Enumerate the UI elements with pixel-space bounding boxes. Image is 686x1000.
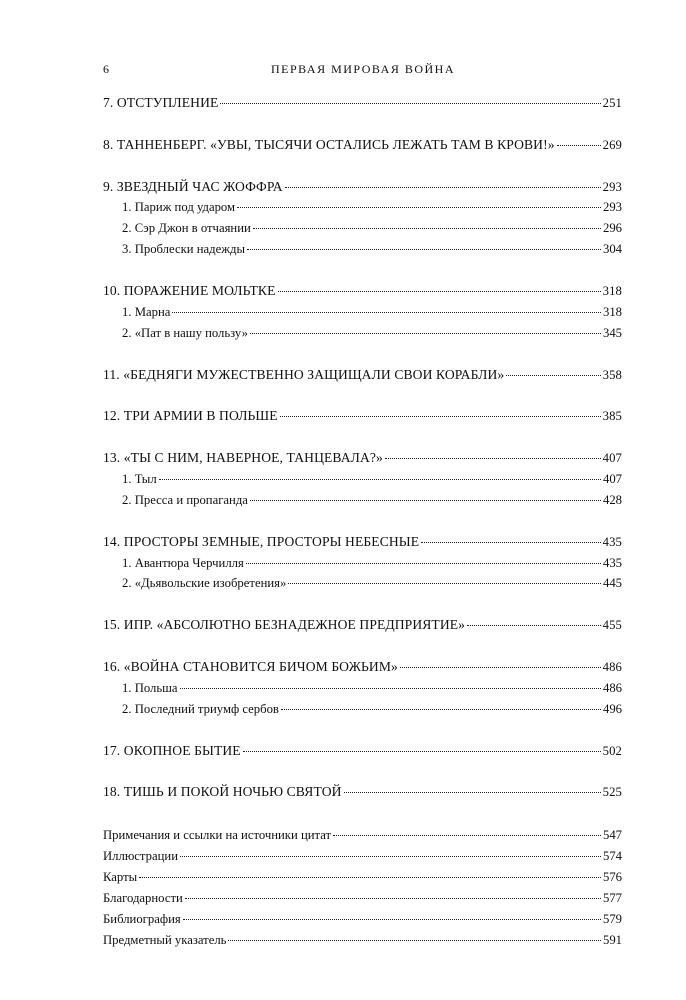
dot-leader: [250, 333, 601, 334]
section-page-number: 486: [602, 680, 622, 695]
chapter-title: 18. ТИШЬ И ПОКОЙ НОЧЬЮ СВЯТОЙ: [103, 784, 342, 800]
back-matter-entry: [103, 930, 622, 951]
chapter-page-number: 251: [602, 96, 622, 110]
dot-leader: [557, 145, 601, 146]
chapter-title: 17. ОКОПНОЕ БЫТИЕ: [103, 742, 241, 758]
section-page-number: 318: [602, 304, 622, 319]
section-page-number: 435: [602, 555, 622, 570]
section-title: 2. Последний триумф сербов: [122, 701, 279, 716]
section-page-number: 345: [602, 325, 622, 340]
back-matter-page-number: 576: [602, 870, 622, 885]
section-page-number: 304: [602, 242, 622, 257]
section-entry: [103, 490, 622, 511]
section-entry: [103, 573, 622, 594]
dot-leader: [280, 416, 601, 417]
section-title: 3. Проблески надежды: [122, 242, 245, 257]
chapter-entry: [103, 365, 622, 386]
chapter-page-number: 385: [602, 409, 622, 424]
chapter-page-number: 318: [602, 284, 622, 299]
section-entry: [103, 218, 622, 239]
chapter-page-number: 293: [602, 179, 622, 194]
chapter-page-number: 502: [602, 743, 622, 758]
chapter-entry: [103, 741, 622, 762]
chapter-entry: [103, 281, 622, 302]
back-matter-page-number: 547: [602, 828, 622, 843]
chapter-entry: [103, 532, 622, 553]
back-matter-entry: [103, 846, 622, 867]
chapter-entry: [103, 657, 622, 678]
dot-leader: [243, 751, 601, 752]
section-entry: [103, 678, 622, 699]
dot-leader: [237, 207, 601, 208]
section-page-number: 445: [602, 576, 622, 591]
back-matter-entry: [103, 825, 622, 846]
back-matter-title: Примечания и ссылки на источники цитат: [103, 828, 332, 843]
back-matter-title: Благодарности: [103, 890, 183, 905]
back-matter-entry: [103, 909, 622, 930]
dot-leader: [180, 856, 601, 857]
dot-leader: [288, 583, 601, 584]
section-title: 1. Тыл: [122, 472, 157, 487]
section-title: 2. «Пат в нашу пользу»: [122, 325, 248, 340]
page-header: [103, 62, 623, 82]
dot-leader: [278, 291, 601, 292]
table-of-contents: [103, 93, 622, 951]
section-page-number: 428: [602, 492, 622, 507]
chapter-title: 12. ТРИ АРМИИ В ПОЛЬШЕ: [103, 408, 278, 424]
back-matter-entry: [103, 888, 622, 909]
section-title: 2. «Дьявольские изобретения»: [122, 576, 287, 591]
back-matter-title: Библиография: [103, 911, 181, 926]
dot-leader: [385, 458, 601, 459]
back-matter-page-number: 577: [602, 890, 622, 905]
chapter-entry: [103, 93, 622, 114]
chapter-entry: [103, 448, 622, 469]
dot-leader: [250, 500, 601, 501]
dot-leader: [421, 542, 601, 543]
chapter-title: 16. «ВОЙНА СТАНОВИТСЯ БИЧОМ БОЖЬИМ»: [103, 659, 398, 675]
section-title: 1. Марна: [122, 304, 171, 319]
dot-leader: [220, 103, 600, 104]
chapter-page-number: 525: [602, 785, 622, 800]
chapter-page-number: 358: [602, 367, 622, 382]
chapter-entry: [103, 135, 622, 156]
dot-leader: [467, 625, 601, 626]
section-page-number: 296: [602, 221, 622, 236]
back-matter-page-number: 591: [602, 932, 622, 947]
dot-leader: [159, 479, 601, 480]
chapter-title: 15. ИПР. «АБСОЛЮТНО БЕЗНАДЕЖНОЕ ПРЕДПРИЯТИЕ»: [103, 617, 466, 633]
chapter-page-number: 435: [602, 534, 622, 549]
back-matter-page-number: 574: [602, 849, 622, 864]
chapter-entry: [103, 615, 622, 636]
section-entry: [103, 302, 622, 323]
dot-leader: [185, 898, 601, 899]
section-entry: [103, 699, 622, 720]
chapter-title: 10. ПОРАЖЕНИЕ МОЛЬТКЕ: [103, 283, 276, 299]
back-matter-title: Карты: [103, 870, 138, 885]
page-number: 6: [103, 62, 109, 76]
chapter-page-number: 455: [602, 618, 622, 633]
chapter-title: 13. «ТЫ С НИМ, НАВЕРНОЕ, ТАНЦЕВАЛА?»: [103, 450, 383, 466]
chapter-title: 7. ОТСТУПЛЕНИЕ: [103, 95, 219, 110]
dot-leader: [400, 667, 601, 668]
section-entry: [103, 239, 622, 260]
back-matter-entry: [103, 867, 622, 888]
chapter-page-number: 407: [602, 451, 622, 466]
dot-leader: [247, 249, 601, 250]
section-page-number: 407: [602, 472, 622, 487]
dot-leader: [172, 312, 601, 313]
section-title: 2. Сэр Джон в отчаянии: [122, 221, 251, 236]
running-title: ПЕРВАЯ МИРОВАЯ ВОЙНА: [271, 62, 455, 76]
dot-leader: [180, 688, 601, 689]
dot-leader: [333, 835, 601, 836]
dot-leader: [228, 940, 601, 941]
chapter-title: 11. «БЕДНЯГИ МУЖЕСТВЕННО ЗАЩИЩАЛИ СВОИ КОРАБЛИ»: [103, 366, 505, 382]
section-title: 1. Париж под ударом: [122, 200, 236, 215]
dot-leader: [139, 877, 601, 878]
chapter-page-number: 269: [602, 137, 622, 152]
section-entry: [103, 553, 622, 574]
chapter-title: 14. ПРОСТОРЫ ЗЕМНЫЕ, ПРОСТОРЫ НЕБЕСНЫЕ: [103, 533, 420, 549]
dot-leader: [183, 919, 601, 920]
back-matter-page-number: 579: [602, 911, 622, 926]
section-page-number: 293: [602, 200, 622, 215]
dot-leader: [285, 187, 601, 188]
back-matter-title: Иллюстрации: [103, 849, 178, 864]
dot-leader: [253, 228, 601, 229]
section-entry: [103, 197, 622, 218]
chapter-title: 8. ТАННЕНБЕРГ. «УВЫ, ТЫСЯЧИ ОСТАЛИСЬ ЛЕЖАТЬ ТАМ В КРОВИ!»: [103, 136, 555, 152]
section-title: 2. Пресса и пропаганда: [122, 492, 248, 507]
section-entry: [103, 323, 622, 344]
back-matter-title: Предметный указатель: [103, 932, 227, 947]
chapter-entry: [103, 406, 622, 427]
chapter-page-number: 486: [602, 660, 622, 675]
section-title: 1. Авантюра Черчилля: [122, 555, 244, 570]
dot-leader: [506, 375, 600, 376]
dot-leader: [281, 709, 601, 710]
section-entry: [103, 469, 622, 490]
section-page-number: 496: [602, 701, 622, 716]
dot-leader: [344, 792, 601, 793]
chapter-entry: [103, 782, 622, 803]
chapter-entry: [103, 177, 622, 198]
chapter-title: 9. ЗВЕЗДНЫЙ ЧАС ЖОФФРА: [103, 178, 283, 194]
section-title: 1. Польша: [122, 680, 178, 695]
dot-leader: [246, 563, 601, 564]
